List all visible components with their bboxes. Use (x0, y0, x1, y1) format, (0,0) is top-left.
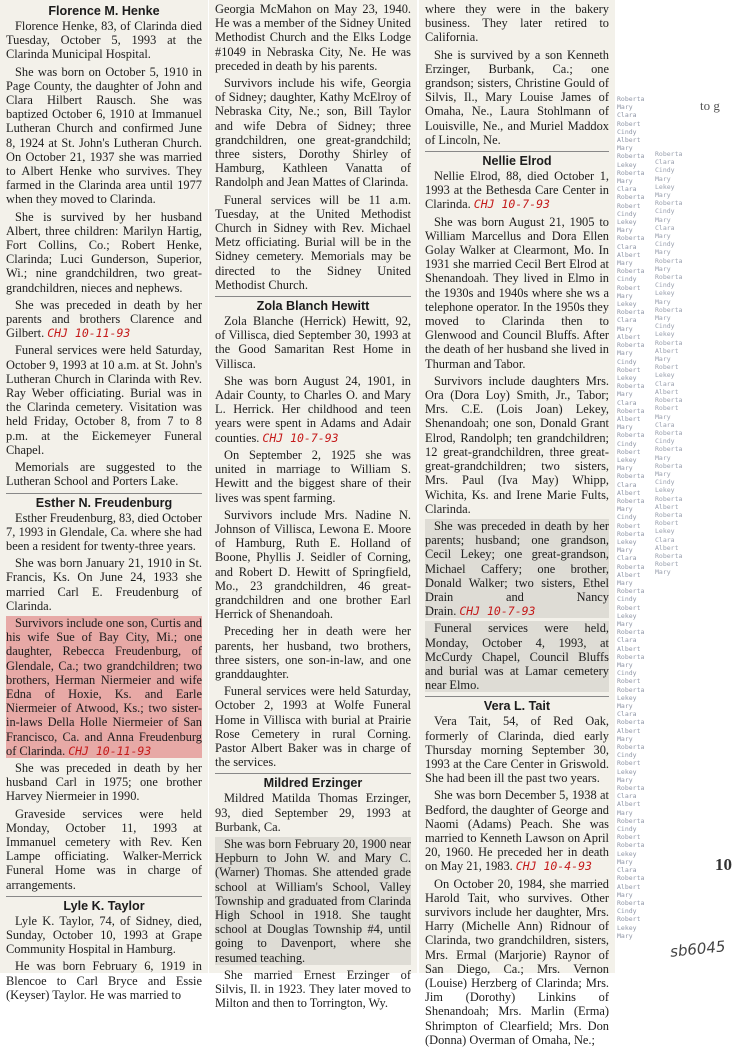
strip-entry: Lekey (617, 537, 637, 546)
paragraph-text: Graveside services were held Monday, October 11, 1993 at Immanuel cemetery with Rev. Ken Lampe officiating. Walker-Merrick Funeral Home was in charge of arrangements. (6, 806, 202, 892)
obituary-paragraph (6, 210, 202, 295)
strip-entry: Lekey (617, 767, 637, 776)
strip-entry: Clara (617, 185, 637, 194)
strip-entry: Cindy (617, 669, 637, 678)
paragraph-text: She was born February 20, 1900 near Hepburn to John W. and Mary C. (Warner) Thomas. She attended grade school at William's School, Valley Township and graduated from Clarinda High School in 1918. She taught school at Douglas Township #4, until going to Davenport, where she resumed teaching. (215, 836, 411, 965)
obituary-paragraph (215, 508, 411, 622)
strip-entry: Roberta (655, 510, 683, 519)
strip-entry: Roberta (617, 784, 645, 793)
strip-entry: Roberta (617, 234, 645, 243)
handwritten-date-note: CHJ 10-7-93 (459, 604, 536, 619)
obituary-paragraph (6, 556, 202, 613)
obituary-article (425, 2, 609, 147)
strip-entry: Clara (655, 158, 675, 167)
paragraph-text: Preceding her in death were her parents, her husband, two brothers, three sisters, one son-in-law, and one granddaughter. (215, 624, 411, 681)
strip-entry: Mary (655, 174, 671, 183)
strip-entry: Cindy (655, 437, 675, 446)
obituary-paragraph (425, 48, 609, 147)
paragraph-text: Survivors include daughters Mrs. Ora (Dora Loy) Smith, Jr., Tabor; Mrs. C.E. (Lois Joan) Lekey, Shenandoah; one son, Donald Grant Elrod, Randolph; ten grandchildren; 12 great-grandchildren, three great-great-grandchildren; two sisters, Mrs. Paul (Iva May) Whipp, Wichita, Ks. and Irene Marie Fults, Clarinda. (425, 373, 609, 516)
newspaper-column-1 (0, 0, 208, 1002)
strip-entry: Cindy (617, 825, 637, 834)
strip-entry: Lekey (617, 923, 637, 932)
paragraph-text: Mildred Matilda Thomas Erzinger, 93, died September 29, 1993 at Burbank, Ca. (215, 791, 411, 834)
strip-entry: Robert (617, 603, 641, 612)
obituary-paragraph (6, 959, 202, 1002)
strip-entry: Cindy (617, 209, 637, 218)
paragraph-text: She was born December 5, 1938 at Bedford, the daughter of George and Naomi (Adams) Peach. She was married to Kenneth Lawson on April 20, 1960. He preceded her in death on May 21, 1983. (425, 788, 609, 874)
strip-entry: Mary (617, 775, 633, 784)
strip-entry: Clara (617, 242, 637, 251)
obituary-article (215, 296, 411, 769)
margin-note-top: to g (700, 98, 720, 113)
paragraph-text: Survivors include his wife, Georgia of Sidney; daughter, Kathy McElroy of Nebraska City, Ne.; son, Bill Taylor and wife Debra of Sidney; three grandchildren, one great-grandchild; three sisters, Dorothy Shirley of Hamburg, Kathleen Vanatta of Randolph and Jean Mattes of Clarinda. (215, 76, 411, 190)
strip-entry: Roberta (655, 551, 683, 560)
strip-entry: Cindy (617, 275, 637, 284)
strip-entry: Albert (617, 250, 641, 259)
strip-entry: Mary (617, 291, 633, 300)
strip-entry: Roberta (655, 494, 683, 503)
strip-entry: Mary (617, 808, 633, 817)
strip-entry: Roberta (617, 193, 645, 202)
strip-entry: Cindy (655, 281, 675, 290)
strip-entry: Roberta (655, 273, 683, 282)
strip-entry: Robert (655, 560, 679, 569)
strip-entry: Roberta (617, 718, 645, 727)
obituary-paragraph (6, 19, 202, 62)
obituary-paragraph (425, 215, 609, 371)
strip-entry: Mary (655, 297, 671, 306)
strip-entry: Albert (617, 570, 641, 579)
article-divider (6, 896, 202, 897)
strip-entry: Mary (617, 464, 633, 473)
strip-entry: Mary (617, 103, 633, 112)
article-divider (425, 696, 609, 697)
strip-entry: Roberta (617, 628, 645, 637)
paragraph-text: Funeral services were held Saturday, October 9, 1993 at 10 a.m. at St. John's Lutheran Church in Clarinda with Rev. Ray Weber officiating. Burial was in the Clarinda cemetery. Visitation was held Friday, October 8, from 7 to 8 p.m. at the Eickemeyer Funeral Chapel. (6, 343, 202, 457)
strip-entry: Robert (617, 365, 641, 374)
obituary-paragraph (6, 616, 202, 758)
strip-entry: Roberta (617, 168, 645, 177)
paragraph-text: On September 2, 1925 she was united in marriage to William S. Hewitt and the biggest share of their lives was spent farming. (215, 447, 411, 505)
strip-entry: Robert (655, 404, 679, 413)
strip-entry: Robert (617, 119, 641, 128)
strip-entry: Roberta (617, 496, 645, 505)
strip-entry: Cindy (655, 478, 675, 487)
obituary-paragraph (6, 914, 202, 957)
strip-entry: Cindy (617, 595, 637, 604)
paragraph-text: She was preceded in death by her husband Carl in 1975; one brother Harvey Niermeier in 1990. (6, 760, 202, 804)
paragraph-text: He was born February 6, 1919 in Blencoe to Carl Bryce and Essie (Keyser) Taylor. He was married to (6, 959, 202, 1002)
paragraph-text: Esther Freudenburg, 83, died October 7, 1993 in Glendale, Ca. where she had been a resident for twenty-three years. (6, 510, 202, 553)
obituary-article (6, 896, 202, 1002)
strip-entry: Robert (617, 447, 641, 456)
strip-entry: Robert (617, 915, 641, 924)
handwritten-date-note: CHJ 10-4-93 (515, 859, 592, 874)
obituary-heading: Esther N. Freudenburg (35, 495, 173, 510)
obituary-paragraph (425, 788, 609, 873)
obituary-paragraph (215, 314, 411, 371)
strip-entry: Roberta (655, 338, 683, 347)
strip-entry: Robert (655, 363, 679, 372)
obituary-heading: Vera L. Tait (483, 699, 551, 714)
article-divider (425, 151, 609, 152)
paragraph-text: Funeral services will be 11 a.m. Tuesday, at the United Methodist Church in Sidney with Rev. Michael Metz officiating. Burial will be in the Sidney cemetery. Memorials may be directed to the Sidney United Methodist Church. (215, 192, 411, 292)
strip-entry: Roberta (655, 461, 683, 470)
obituary-paragraph (425, 519, 609, 618)
strip-entry: Cindy (617, 127, 637, 136)
strip-entry: Clara (617, 792, 637, 801)
obituary-paragraph (6, 511, 202, 554)
paragraph-text: Nellie Elrod, 88, died October 1, 1993 at the Bethesda Care Center in Clarinda. (425, 169, 609, 212)
paragraph-text: She was born August 24, 1901, in Adair County, to Charles O. and Mary L. Herrick. Her childhood and teen years were spent in Adams and Adair counties. (215, 373, 411, 445)
strip-entry: Albert (617, 136, 641, 145)
strip-entry: Roberta (617, 382, 645, 391)
obituary-paragraph (6, 298, 202, 341)
strip-entry: Albert (655, 502, 679, 511)
strip-entry: Clara (617, 554, 637, 563)
obituary-heading: Nellie Elrod (482, 154, 552, 169)
paragraph-text: Survivors include Mrs. Nadine N. Johnson of Villisca, Lewona E. Moore of Hamburg, Ruth E. Holland of Boone, Phyllis J. Seidler of Corning, and Robert D. Hewitt of Springfield, Mo., 23 grandchildren, 46 great-grandchildren and one brother Earl Herrick of Shenandoah. (215, 507, 411, 622)
strip-entry: Roberta (655, 150, 683, 158)
article-divider (215, 296, 411, 297)
strip-entry: Robert (617, 521, 641, 530)
strip-entry: Clara (617, 710, 637, 719)
strip-entry: Roberta (655, 256, 683, 265)
margin-note-bottom: 10 (715, 855, 732, 874)
strip-entry: Roberta (617, 406, 645, 415)
obituary-article (215, 2, 411, 292)
obituary-heading: Florence M. Henke (48, 4, 160, 18)
strip-entry: Roberta (655, 396, 683, 405)
obituary-heading: Mildred Erzinger (263, 776, 363, 791)
strip-entry: Roberta (655, 445, 683, 454)
strip-entry: Cindy (617, 513, 637, 522)
strip-entry: Mary (617, 349, 633, 358)
obituary-paragraph (215, 968, 411, 1011)
strip-entry: Mary (617, 423, 633, 432)
strip-entry: Cindy (617, 907, 637, 916)
strip-entry: Mary (655, 568, 671, 577)
strip-entry: Lekey (617, 611, 637, 620)
strip-entry: Mary (655, 215, 671, 224)
margin-name-strip (617, 95, 651, 970)
paragraph-text: Vera Tait, 54, of Red Oak, formerly of Clarinda, died early Thursday morning September 30, 1993 at the Care Center in Griswold. She had been ill the past two years. (425, 714, 609, 786)
paragraph-text: Survivors include one son, Curtis and his wife Sue of Bay City, Mi.; one daughter, Rebecca Freudenburg, of Glendale, Ca.; two grandchildren; two brothers, Herman Niermeier and wife Edna of Hoxie, Ks. and Earle Niermeier of Atwood, Ks.; two sister-in-laws Della Holle Niermeier of San Francisco, Ca. and Anna Freudenburg of Clarinda. (6, 615, 202, 758)
strip-entry: Cindy (655, 240, 675, 249)
strip-entry: Lekey (655, 330, 675, 339)
strip-entry: Albert (617, 332, 641, 341)
strip-entry: Lekey (617, 693, 637, 702)
paragraph-text: She was preceded in death by her parents and brothers Clarence and Gilbert. (6, 297, 202, 341)
strip-entry: Lekey (617, 218, 637, 227)
strip-entry: Roberta (617, 562, 645, 571)
strip-entry: Cindy (617, 751, 637, 760)
strip-entry: Albert (655, 543, 679, 552)
strip-entry: Roberta (617, 841, 645, 850)
paragraph-text: Florence Henke, 83, of Clarinda died Tuesday, October 5, 1993 at the Clarinda Municipal Hospital. (6, 19, 202, 62)
obituary-article (215, 773, 411, 1010)
strip-entry: Mary (655, 248, 671, 257)
paragraph-text: Funeral services were held, Monday, October 4, 1993, at McCurdy Chapel, Council Bluffs and burial was at Lamar cemetery near Elmo. (425, 621, 609, 693)
strip-entry: Mary (617, 177, 633, 186)
strip-entry: Albert (617, 800, 641, 809)
strip-entry: Clara (655, 535, 675, 544)
strip-entry: Roberta (655, 199, 683, 208)
strip-entry: Roberta (617, 816, 645, 825)
obituary-paragraph (425, 621, 609, 692)
obituary-paragraph (215, 448, 411, 505)
strip-entry: Clara (617, 866, 637, 875)
strip-entry: Robert (655, 519, 679, 528)
strip-entry: Mary (655, 191, 671, 200)
strip-entry: Clara (655, 223, 675, 232)
strip-entry: Albert (617, 882, 641, 891)
reference-code: sb6045 (669, 937, 727, 961)
strip-entry: Cindy (655, 166, 675, 175)
obituary-paragraph (425, 2, 609, 45)
strip-entry: Clara (617, 111, 637, 120)
strip-entry: Lekey (617, 455, 637, 464)
strip-entry: Roberta (617, 341, 645, 350)
paragraph-text: She was preceded in death by her parents; husband; one grandson, Cecil Lekey; one great-grandson, Michael Caffery; one brother, Donald Walker; two sisters, Ethel Drain and Nancy Drain. (425, 518, 609, 619)
strip-entry: Albert (617, 414, 641, 423)
article-divider (215, 773, 411, 774)
paragraph-text: Lyle K. Taylor, 74, of Sidney, died, Sunday, October 10, 1993 at Grape Community Hospital in Hamburg. (6, 913, 202, 957)
obituary-heading: Lyle K. Taylor (63, 898, 145, 913)
handwritten-date-note: CHJ 10-11-93 (68, 743, 152, 758)
strip-entry: Cindy (655, 207, 675, 216)
strip-entry: Robert (617, 677, 641, 686)
strip-entry: Mary (655, 469, 671, 478)
strip-entry: Lekey (655, 486, 675, 495)
handwritten-date-note: CHJ 10-7-93 (262, 430, 339, 445)
strip-entry: Mary (655, 232, 671, 241)
obituary-article (6, 4, 202, 489)
strip-entry: Lekey (655, 289, 675, 298)
strip-entry: Roberta (617, 874, 645, 883)
paragraph-text: Zola Blanche (Herrick) Hewitt, 92, of Villisca, died September 30, 1993 at the Good Samaritan Rest Home in Villisca. (215, 314, 411, 371)
obituary-paragraph (6, 343, 202, 457)
strip-entry: Roberta (655, 305, 683, 314)
strip-entry: Lekey (617, 849, 637, 858)
strip-entry: Mary (655, 453, 671, 462)
strip-entry: Robert (617, 759, 641, 768)
strip-entry: Clara (655, 379, 675, 388)
strip-entry: Clara (617, 316, 637, 325)
strip-entry: Mary (617, 857, 633, 866)
paragraph-text: She is survived by a son Kenneth Erzinger, Burbank, Ca.; one grandson; sisters, Christine Gould of Silvis, Il., Mary Louise James of Omaha, Ne., Laura Stohlmann of Louisville, Ne., and Muriel Maddox of Lincoln, Ne. (425, 47, 609, 147)
strip-entry: Cindy (617, 357, 637, 366)
strip-entry: Mary (617, 890, 633, 899)
strip-entry: Roberta (655, 428, 683, 437)
strip-entry: Mary (617, 505, 633, 514)
paragraph-text: where they were in the bakery business. They later retired to California. (425, 2, 609, 45)
paragraph-text: Georgia McMahon on May 23, 1940. He was a member of the Sidney United Methodist Church and the Elks Lodge #1049 in Nebraska City, Ne. He was preceded in death by his parents. (215, 2, 411, 73)
strip-entry: Mary (617, 661, 633, 670)
strip-entry: Clara (617, 480, 637, 489)
strip-entry: Roberta (617, 267, 645, 276)
article-divider (6, 493, 202, 494)
obituary-paragraph (215, 684, 411, 769)
strip-entry: Mary (617, 702, 633, 711)
strip-entry: Roberta (617, 529, 645, 538)
strip-entry: Albert (655, 387, 679, 396)
margin-name-strip-secondary (655, 150, 683, 970)
obituary-paragraph (215, 791, 411, 834)
paragraph-text: She was born January 21, 1910 in St. Francis, Ks. On June 24, 1933 she married Carl E. Freudenburg of Clarinda. (6, 556, 202, 613)
strip-entry: Lekey (617, 300, 637, 309)
strip-entry: Mary (617, 259, 633, 268)
strip-entry: Lekey (617, 373, 637, 382)
strip-entry: Roberta (617, 652, 645, 661)
obituary-paragraph (215, 193, 411, 292)
newspaper-column-3 (419, 0, 615, 1047)
strip-entry: Clara (617, 636, 637, 645)
strip-entry: Clara (655, 420, 675, 429)
obituary-article (425, 696, 609, 1047)
obituary-article (425, 151, 609, 692)
strip-entry: Roberta (617, 472, 645, 481)
strip-entry: Mary (655, 355, 671, 364)
paragraph-text: She married Ernest Erzinger of Silvis, Il. in 1923. They later moved to Milton and then to Torrington, Wy. (215, 967, 411, 1011)
obituary-paragraph (215, 374, 411, 445)
handwritten-date-note: CHJ 10-7-93 (473, 197, 550, 212)
strip-entry: Albert (617, 644, 641, 653)
strip-entry: Mary (617, 144, 633, 153)
obituary-article (6, 493, 202, 892)
strip-entry: Roberta (617, 152, 645, 161)
strip-entry: Mary (617, 226, 633, 235)
obituary-paragraph (6, 761, 202, 804)
strip-entry: Cindy (617, 439, 637, 448)
paragraph-text: Memorials are suggested to the Lutheran School and Porters Lake. (6, 460, 202, 489)
obituary-paragraph (425, 374, 609, 516)
strip-entry: Robert (617, 201, 641, 210)
strip-entry: Mary (617, 931, 633, 940)
strip-entry: Robert (617, 833, 641, 842)
strip-entry: Roberta (617, 95, 645, 103)
obituary-heading: Zola Blanch Hewitt (256, 299, 370, 314)
strip-entry: Mary (617, 324, 633, 333)
strip-entry: Lekey (655, 182, 675, 191)
obituary-paragraph (215, 76, 411, 190)
obituary-paragraph (6, 65, 202, 207)
strip-entry: Mary (617, 578, 633, 587)
strip-entry: Roberta (617, 587, 645, 596)
strip-entry: Cindy (655, 322, 675, 331)
paragraph-text: She is survived by her husband Albert, three children: Marilyn Hartig, Fort Collins, Co.; Robert Henke, Clarinda; Luci Gunderson, Superior, Wi.; nine grandchildren, two great-grandchildren, nieces and nephews. (6, 209, 202, 295)
paragraph-text: She was born August 21, 1905 to William Marcellus and Dora Ellen Golay Walker at Clearmont, Mo. In 1931 she married Cecil Bert Elrod at Shenandoah. They lived in Elmo in the 1930s and 1940s where she ws a telephone operator. In the 1950s they moved to Clarinda then to Glenwood and Council Bluffs. After the death of her husband she lived in Thurman and Tabor. (425, 214, 609, 371)
strip-entry: Roberta (617, 898, 645, 907)
strip-entry: Roberta (617, 431, 645, 440)
obituary-paragraph (6, 807, 202, 892)
strip-entry: Mary (617, 620, 633, 628)
obituary-paragraph (6, 460, 202, 488)
strip-entry: Lekey (617, 160, 637, 169)
obituary-paragraph (425, 877, 609, 1047)
strip-entry: Roberta (617, 743, 645, 752)
strip-entry: Albert (617, 726, 641, 735)
strip-entry: Mary (655, 264, 671, 273)
strip-entry: Robert (617, 283, 641, 292)
strip-entry: Albert (617, 488, 641, 497)
strip-entry: Roberta (617, 308, 645, 317)
obituary-paragraph (425, 714, 609, 785)
obituary-paragraph (215, 837, 411, 965)
handwritten-date-note: CHJ 10-11-93 (47, 326, 131, 341)
obituary-paragraph (425, 169, 609, 212)
strip-entry: Roberta (617, 685, 645, 694)
newspaper-column-2 (209, 0, 417, 1011)
obituary-paragraph (215, 2, 411, 73)
strip-entry: Mary (655, 314, 671, 323)
strip-entry: Mary (617, 546, 633, 555)
strip-entry: Mary (655, 412, 671, 421)
strip-entry: Mary (617, 734, 633, 743)
obituary-paragraph (215, 624, 411, 681)
strip-entry: Clara (617, 398, 637, 407)
paragraph-text: Funeral services were held Saturday, October 2, 1993 at Wolfe Funeral Home in Villisca with burial at Prairie Rose Cemetery in rural Corning. Pastor Albert Baker was in charge of the services. (215, 684, 411, 770)
strip-entry: Mary (617, 390, 633, 399)
strip-entry: Lekey (655, 371, 675, 380)
strip-entry: Albert (655, 346, 679, 355)
paragraph-text: On October 20, 1984, she married Harold Tait, who survives. Other survivors include her daughter, Mrs. Harry (Michelle Ann) Ridnour of Clarinda, two grandchildren, sisters, Mrs. Ermal (Marjorie) Raynor of San Diego, Ca.; Mrs. Vernon (Louise) Herzberg of Clarinda; Mrs. Jim (Dorothy) Linkins of Shenandoah; Mrs. Marlin (Erma) Shrimpton of Clearfield; Mrs. Don (Donna) Overman of Omaha, Ne.; (425, 876, 609, 1047)
strip-entry: Lekey (655, 527, 675, 536)
paragraph-text: She was born on October 5, 1910 in Page County, the daughter of John and Clara Hilbert Rausch. She was baptized October 6, 1910 at Immanuel Lutheran Church and confirmed June 8, 1924 at St. John's Lutheran Church. On October 21, 1937 she was married to Albert Henke who survives. They farmed in the Clarinda area until 1977 when they moved to Clarinda. (6, 64, 202, 207)
